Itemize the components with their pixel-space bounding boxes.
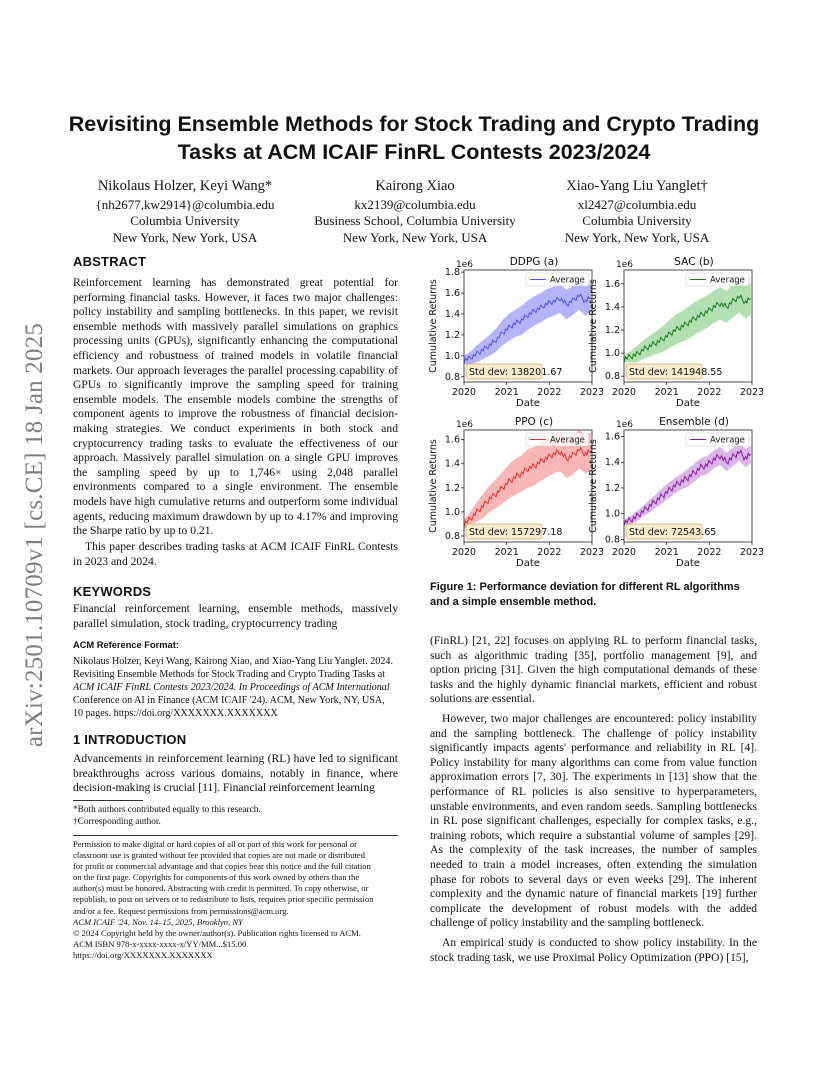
figure-1-charts — [428, 252, 765, 578]
permission-line: for profit or commercial advantage and that copies bear this notice and the full citation — [73, 861, 371, 872]
y-tick-label: 0.8 — [604, 371, 620, 383]
exponent-label: 1e6 — [456, 260, 473, 270]
x-tick-label: 2021 — [654, 547, 679, 558]
subplot-3 — [588, 416, 764, 569]
subplot-0 — [428, 256, 604, 409]
acm-reference-line: ACM ICAIF FinRL Contests 2023/2024. In Proceedings of ACM International — [73, 681, 390, 693]
y-tick-label: 1.8 — [444, 267, 460, 279]
arxiv-stamp-text: arXiv:2501.10709v1 [cs.CE] 18 Jan 2025 — [21, 322, 48, 748]
footnote-corresponding: †Corresponding author. — [73, 816, 161, 827]
y-tick-label: 1.2 — [444, 482, 460, 494]
std-dev-label: Std dev: 157297.18 — [469, 527, 563, 538]
introduction-paragraph: Advancements in reinforcement learning (RL) have led to significant breakthroughs across various domains, notably in finance, where decision-making is crucial [11]. Financial reinforcement learning — [73, 752, 398, 795]
subplot-title: Ensemble (d) — [659, 416, 729, 428]
x-tick-label: 2023 — [579, 547, 605, 558]
x-tick-label: 2022 — [537, 547, 562, 558]
x-tick-label: 2022 — [537, 387, 562, 398]
y-tick-label: 1.4 — [604, 301, 620, 313]
y-tick-label: 1.2 — [604, 325, 620, 337]
y-tick-label: 0.8 — [444, 530, 460, 542]
abstract-paragraph: Reinforcement learning has demonstrated great potential for performing financial tasks. However, it faces two major challenges: policy instability and sampling bottlenecks. In this paper, we revisit ensemble methods with massively parallel simulations on graphics processing units (GPUs), significantly enhancing the computational efficiency and robustness of trained models in volatile financial markets. Our approach leverages the parallel processing capability of GPUs to significantly improve the sampling speed for training ensemble models. The ensemble models combine the strengths of component agents to improve the robustness of financial decision-making strategies. We conduct experiments in both stock and cryptocurrency trading tasks to evaluate the effectiveness of our approach. Massively parallel simulation on a single GPU improves the sampling speed by up to 1,746× using 2,048 parallel environments compared to a single environment. The ensemble models have high cumulative returns and outperform some individual agents, reducing maximum drawdown by up to 4.17% and improving the Sharpe ratio by up to 0.21. — [73, 276, 398, 538]
y-tick-label: 1.0 — [604, 348, 620, 360]
abstract-note: This paper describes trading tasks at ACM ICAIF FinRL Contests in 2023 and 2024. — [73, 540, 398, 568]
permission-block — [73, 839, 403, 961]
legend-label: Average — [710, 275, 745, 286]
y-tick-label: 1.6 — [604, 278, 620, 290]
acm-reference-line: 10 pages. https://doi.org/XXXXXXX.XXXXXXX — [73, 707, 278, 719]
subplot-title: DDPG (a) — [509, 256, 559, 268]
figure-1 — [428, 252, 765, 578]
x-tick-label: 2021 — [654, 387, 679, 398]
legend-label: Average — [550, 435, 585, 446]
y-axis-label: Cumulative Returns — [428, 439, 439, 533]
author-block-3 — [527, 178, 747, 246]
exponent-label: 1e6 — [616, 420, 633, 430]
y-tick-label: 1.0 — [444, 350, 460, 362]
acm-reference — [73, 640, 403, 720]
y-tick-label: 1.6 — [444, 434, 460, 446]
y-tick-label: 1.0 — [604, 508, 620, 520]
permission-line: © 2024 Copyright held by the owner/author(s). Publication rights licensed to ACM. — [73, 927, 361, 938]
author-name: Xiao-Yang Liu Yanglet† — [566, 178, 708, 194]
permission-line: and/or a fee. Request permissions from permissions@acm.org. — [73, 905, 289, 916]
author-affiliation: Columbia University — [582, 213, 692, 228]
right-column-paragraph-3: An empirical study is conducted to show policy instability. In the stock trading task, we use Proximal Policy Optimization (PPO) [15], — [430, 936, 757, 964]
permission-divider — [73, 835, 398, 836]
x-tick-label: 2020 — [611, 547, 637, 558]
std-dev-label: Std dev: 141948.55 — [629, 367, 723, 378]
permission-line: https://doi.org/XXXXXXX.XXXXXXX — [73, 949, 213, 960]
author-name: Nikolaus Holzer, Keyi Wang* — [97, 178, 273, 194]
y-axis-label: Cumulative Returns — [588, 439, 599, 533]
author-email: {nh2677,kw2914}@columbia.edu — [95, 196, 275, 212]
y-axis-label: Cumulative Returns — [428, 279, 439, 373]
y-axis-label: Cumulative Returns — [588, 279, 599, 373]
author-location: New York, New York, USA — [564, 229, 710, 245]
y-tick-label: 0.8 — [604, 534, 620, 546]
std-dev-label: Std dev: 72543.65 — [629, 527, 717, 538]
y-tick-label: 1.4 — [444, 458, 460, 470]
acm-reference-line: Nikolaus Holzer, Keyi Wang, Kairong Xiao, and Xiao-Yang Liu Yanglet. 2024. — [73, 655, 393, 667]
acm-reference-line: Revisiting Ensemble Methods for Stock Trading and Crypto Trading Tasks at — [73, 668, 386, 680]
y-tick-label: 1.4 — [604, 457, 620, 469]
std-dev-annotation — [626, 364, 722, 379]
y-tick-label: 1.6 — [604, 431, 620, 443]
std-dev-annotation — [626, 524, 716, 539]
legend — [526, 273, 589, 286]
subplot-title: PPO (c) — [514, 416, 554, 428]
author-block-1 — [70, 178, 300, 246]
x-axis-label: Date — [676, 398, 700, 409]
permission-line: Permission to make digital or hard copies of all or part of this work for personal or — [73, 839, 358, 849]
arxiv-stamp — [12, 300, 58, 770]
std-dev-annotation — [466, 524, 562, 539]
author-affiliation: Columbia University — [130, 213, 240, 228]
x-axis-label: Date — [516, 558, 540, 569]
x-tick-label: 2023 — [579, 387, 605, 398]
author-email: kx2139@columbia.edu — [354, 196, 476, 212]
author-affiliation: Business School, Columbia University — [314, 213, 516, 228]
keywords-text: Financial reinforcement learning, ensemble methods, massively parallel simulation, stock trading, cryptocurrency trading — [73, 602, 398, 630]
author-location: New York, New York, USA — [342, 229, 488, 245]
subplot-2 — [428, 416, 604, 569]
x-tick-label: 2023 — [739, 387, 765, 398]
author-email: xl2427@columbia.edu — [577, 196, 697, 212]
legend — [686, 273, 749, 286]
x-tick-label: 2022 — [697, 547, 722, 558]
permission-line: classroom use is granted without fee provided that copies are not made or distributed — [73, 850, 365, 861]
std-dev-label: Std dev: 138201.67 — [469, 367, 563, 378]
subplot-1 — [588, 256, 764, 409]
abstract-heading: ABSTRACT — [73, 254, 147, 269]
legend-label: Average — [710, 435, 745, 446]
y-tick-label: 1.6 — [444, 288, 460, 300]
y-tick-label: 1.2 — [604, 482, 620, 494]
exponent-label: 1e6 — [616, 260, 633, 270]
footnote-equal-contribution: *Both authors contributed equally to this research. — [73, 805, 261, 815]
exponent-label: 1e6 — [456, 420, 473, 430]
x-tick-label: 2021 — [494, 547, 519, 558]
x-tick-label: 2020 — [611, 387, 637, 398]
std-band — [464, 280, 591, 364]
footnotes — [73, 805, 398, 828]
keywords-heading: KEYWORDS — [73, 584, 152, 599]
footnote-divider — [73, 800, 143, 801]
x-tick-label: 2020 — [451, 387, 477, 398]
permission-line: on the first page. Copyrights for components of this work owned by others than the — [73, 872, 360, 883]
permission-line: republish, to post on servers or to redistribute to lists, requires prior specific permission — [73, 894, 374, 905]
y-tick-label: 1.0 — [444, 506, 460, 518]
x-tick-label: 2021 — [494, 387, 519, 398]
permission-line: ACM ISBN 978-x-xxxx-xxxx-x/YY/MM...$15.00 — [73, 938, 247, 949]
y-tick-label: 0.8 — [444, 371, 460, 383]
x-tick-label: 2020 — [451, 547, 477, 558]
x-axis-label: Date — [516, 398, 540, 409]
permission-line: author(s) must be honored. Abstracting with credit is permitted. To copy otherwise, or — [73, 883, 369, 894]
std-dev-annotation — [466, 364, 562, 379]
paper-title: Revisiting Ensemble Methods for Stock Trading and Crypto Trading Tasks at ACM ICAIF FinRL Contests 2023/2024 — [68, 112, 760, 164]
right-column-paragraph-2: However, two major challenges are encountered: policy instability and the sampling bottleneck. The challenge of policy instability significantly impacts agents' performance and reliability in RL [4]. Policy instability for many algorithms can come from value function approximation errors [7, 30]. The experiments in [13] show that the performance of RL policies is also sensitive to hyperparameters, unstable environments, and even random seeds. Sampling bottlenecks in RL pose significant challenges, especially for complex tasks, e.g., training robots, which require a substantial volume of samples [29]. As the complexity of the task increases, the number of samples needed to train a model increases, often extending the simulation phase for robots to several days or even weeks [29]. The inherent complexity and the dynamic nature of financial markets [19] further complicate the development of robust models with the added challenge of policy instability and the sampling bottleneck. — [430, 712, 757, 930]
author-name: Kairong Xiao — [375, 178, 455, 194]
y-tick-label: 1.4 — [444, 308, 460, 320]
y-tick-label: 1.2 — [444, 329, 460, 341]
x-tick-label: 2022 — [697, 387, 722, 398]
legend — [526, 433, 589, 446]
right-column-paragraph-1: (FinRL) [21, 22] focuses on applying RL to perform financial tasks, such as algorithmic trading [35], portfolio management [9], and option pricing [31]. Given the high computational demands of these tasks and the highly dynamic financial markets, efficient and robust solutions are essential. — [430, 634, 757, 706]
legend-label: Average — [550, 275, 585, 286]
x-axis-label: Date — [676, 558, 700, 569]
figure-caption: Figure 1: Performance deviation for different RL algorithms and a simple ensemble method. — [430, 581, 740, 608]
acm-reference-heading: ACM Reference Format: — [73, 640, 179, 650]
acm-reference-line: Conference on AI in Finance (ACM ICAIF '24). ACM, New York, NY, USA, — [73, 694, 385, 706]
author-block-2 — [300, 178, 530, 246]
introduction-heading: 1 INTRODUCTION — [73, 732, 187, 747]
x-tick-label: 2023 — [739, 547, 765, 558]
author-location: New York, New York, USA — [112, 229, 258, 245]
legend — [686, 433, 749, 446]
subplot-title: SAC (b) — [674, 256, 714, 268]
permission-line: ACM ICAIF '24, Nov. 14–15, 2025, Brooklyn, NY — [73, 916, 243, 927]
